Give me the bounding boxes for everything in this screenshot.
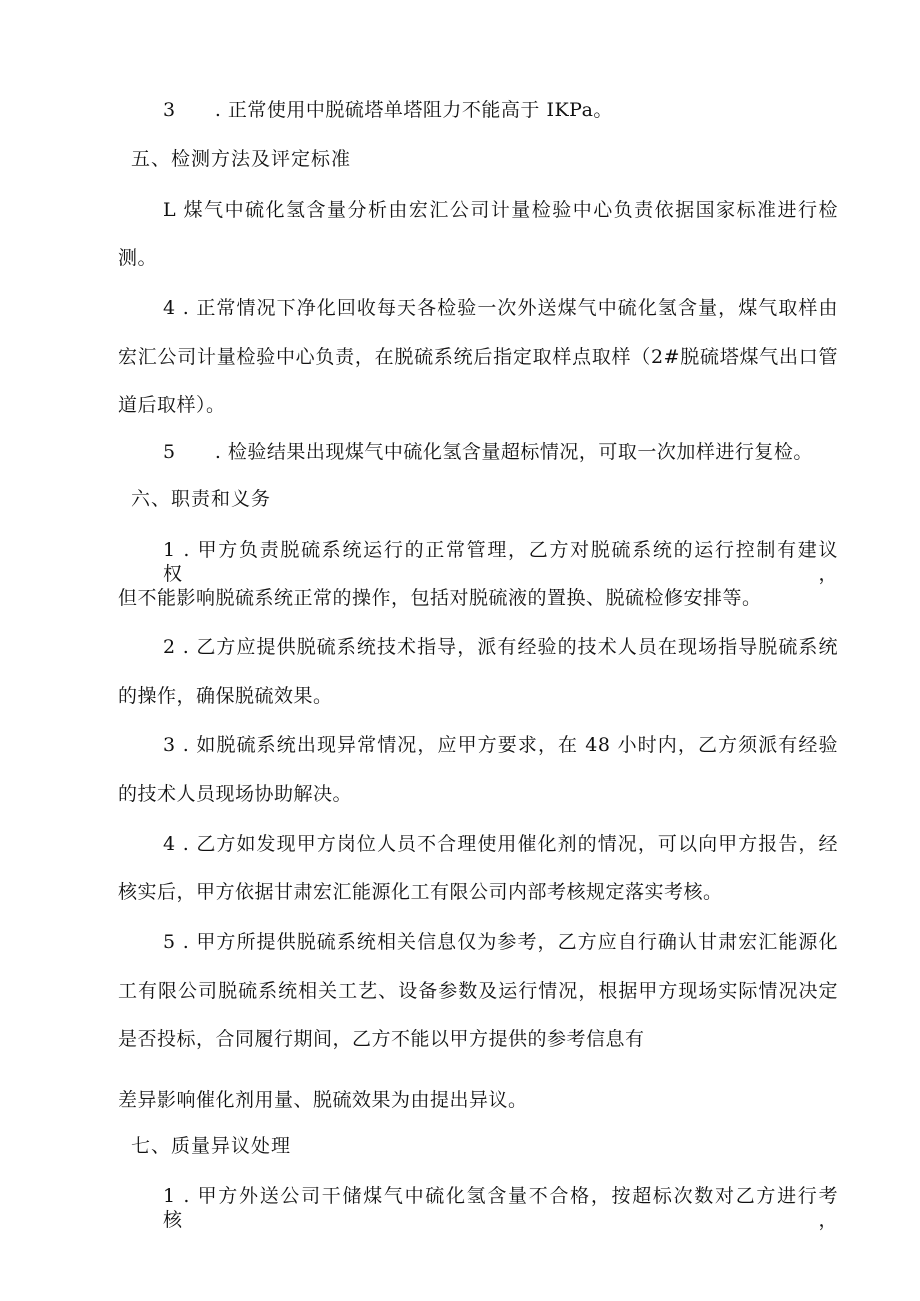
paragraph-line: 但不能影响脱硫系统正常的操作，包括对脱硫液的置换、脱硫检修安排等。 bbox=[118, 587, 762, 609]
paragraph-line: 道后取样）。 bbox=[118, 394, 226, 416]
paragraph-line: L 煤气中硫化氢含量分析由宏汇公司计量检验中心负责依据国家标准进行检 bbox=[163, 199, 838, 221]
section-heading: 五、检测方法及评定标准 bbox=[131, 148, 352, 170]
paragraph-line: 测。 bbox=[118, 247, 158, 269]
paragraph-line: 4 . 乙方如发现甲方岗位人员不合理使用催化剂的情况，可以向甲方报告，经 bbox=[163, 833, 838, 855]
paragraph-line: 宏汇公司计量检验中心负责，在脱硫系统后指定取样点取样（2#脱硫塔煤气出口管 bbox=[118, 346, 838, 368]
paragraph-line: 4 . 正常情况下净化回收每天各检验一次外送煤气中硫化氢含量，煤气取样由 bbox=[163, 297, 838, 319]
paragraph-line: 5 . 甲方所提供脱硫系统相关信息仅为参考，乙方应自行确认甘肃宏汇能源化 bbox=[163, 931, 838, 953]
paragraph-line: 5 . 检验结果出现煤气中硫化氢含量超标情况，可取一次加样进行复检。 bbox=[163, 441, 813, 463]
paragraph-line: 1 . 甲方负责脱硫系统运行的正常管理，乙方对脱硫系统的运行控制有建议权， bbox=[163, 539, 838, 585]
paragraph-line: 差异影响催化剂用量、脱硫效果为由提出异议。 bbox=[118, 1089, 528, 1111]
paragraph-line: 2 . 乙方应提供脱硫系统技术指导，派有经验的技术人员在现场指导脱硫系统 bbox=[163, 636, 838, 658]
paragraph-line: 的操作，确保脱硫效果。 bbox=[118, 685, 333, 707]
paragraph-line: 核实后，甲方依据甘肃宏汇能源化工有限公司内部考核规定落实考核。 bbox=[118, 881, 723, 903]
paragraph-line: 1 . 甲方外送公司干储煤气中硫化氢含量不合格，按超标次数对乙方进行考核， bbox=[163, 1185, 838, 1231]
paragraph-line: 的技术人员现场协助解决。 bbox=[118, 783, 353, 805]
paragraph-line: 是否投标，合同履行期间，乙方不能以甲方提供的参考信息有 bbox=[118, 1028, 645, 1050]
section-heading: 六、职责和义务 bbox=[131, 488, 272, 510]
paragraph-line: 工有限公司脱硫系统相关工艺、设备参数及运行情况，根据甲方现场实际情况决定 bbox=[118, 980, 838, 1002]
section-heading: 七、质量异议处理 bbox=[131, 1135, 292, 1157]
paragraph-line: 3 . 正常使用中脱硫塔单塔阻力不能高于 IKPa。 bbox=[163, 99, 613, 121]
paragraph-line: 3 . 如脱硫系统出现异常情况，应甲方要求，在 48 小时内，乙方须派有经验 bbox=[163, 734, 838, 756]
